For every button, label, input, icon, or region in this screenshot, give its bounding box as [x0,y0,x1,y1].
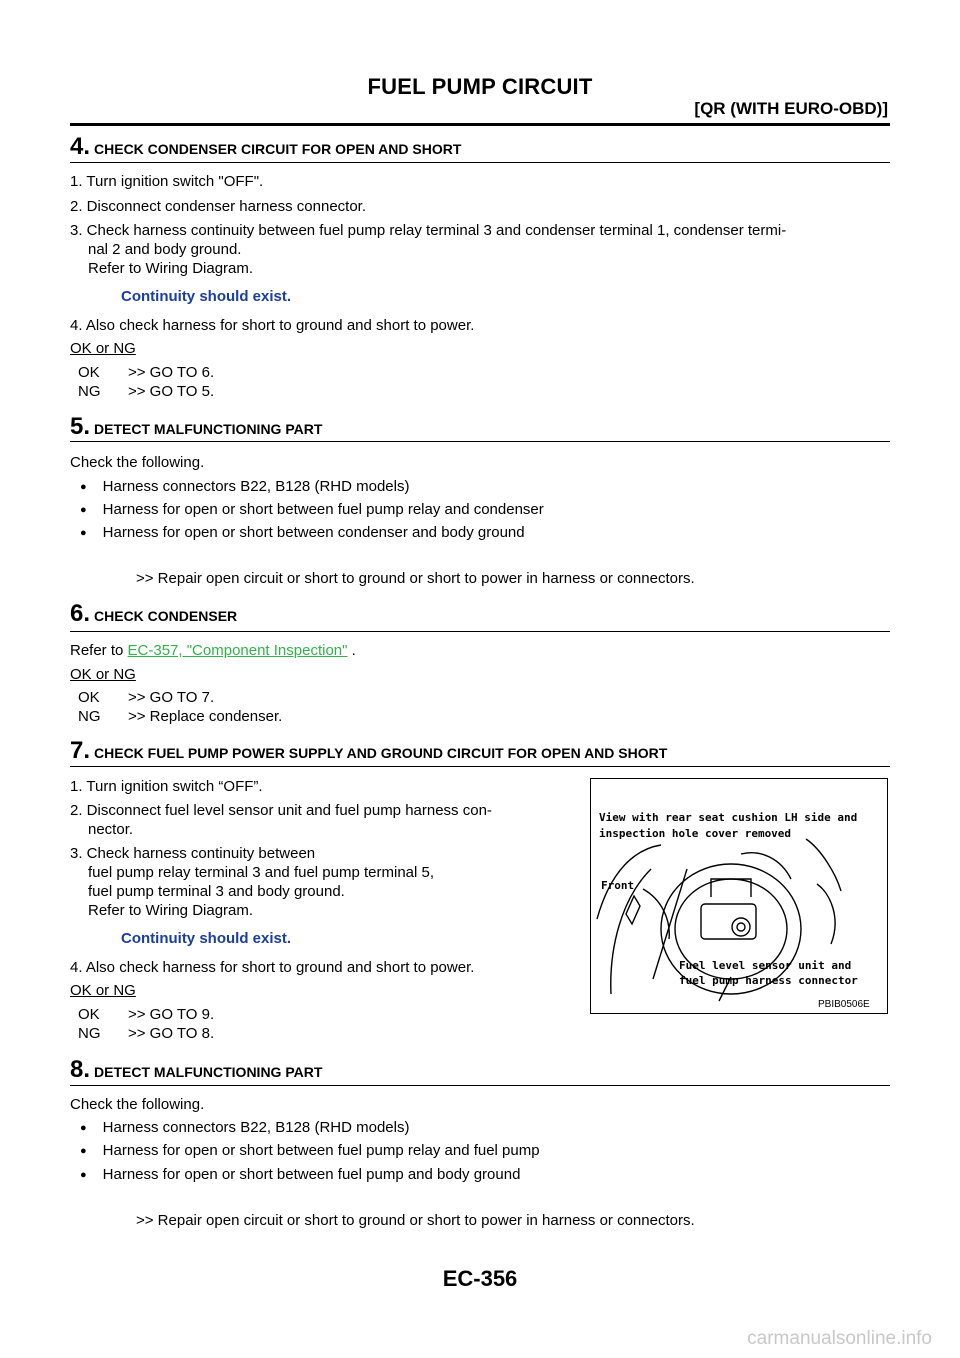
step-4-heading: 4. CHECK CONDENSER CIRCUIT FOR OPEN AND SHORT [70,133,462,160]
figure-caption-line-2: inspection hole cover removed [599,827,792,840]
step-4-ok-key: OK [78,364,100,381]
step-5-heading: 5. DETECT MALFUNCTIONING PART [70,413,323,440]
header-rule [70,123,890,126]
watermark: carmanualsonline.info [747,1328,932,1349]
step-4-line-5: Refer to Wiring Diagram. [88,260,254,277]
step-5-bullet-2: ● Harness for open or short between fuel pump relay and condenser [80,501,544,518]
step-8-intro: Check the following. [70,1096,205,1113]
step-7-okng: OK or NG [70,982,136,999]
step-4-line-1: 1. Turn ignition switch "OFF". [70,173,264,190]
step-7-ng-key: NG [78,1025,101,1042]
figure-label-sensor-2: fuel pump harness connector [679,974,858,987]
fuel-pump-illustration [590,778,888,1014]
step-7-ok-key: OK [78,1006,100,1023]
step-6-refer: Refer to EC-357, "Component Inspection" . [70,642,356,659]
step-6-rule [70,631,890,632]
step-7-ok-text: >> GO TO 9. [128,1006,215,1023]
step-4-ng-text: >> GO TO 5. [128,383,215,400]
step-7-line-7: Refer to Wiring Diagram. [88,902,254,919]
step-7-line-2: 2. Disconnect fuel level sensor unit and fuel pump harness con- [70,802,492,819]
step-5-action: >> Repair open circuit or short to ground or short to power in harness or connectors. [136,570,695,587]
step-8-bullet-2: ● Harness for open or short between fuel pump relay and fuel pump [80,1142,540,1159]
page-number: EC-356 [442,1266,518,1291]
step-4-line-4: nal 2 and body ground. [88,241,242,258]
step-6-okng: OK or NG [70,666,136,683]
step-4-rule [70,162,890,163]
step-8-action: >> Repair open circuit or short to ground or short to power in harness or connectors. [136,1212,695,1229]
page-subtitle: [QR (WITH EURO-OBD)] [694,99,888,118]
step-5-bullet-1: ● Harness connectors B22, B128 (RHD models) [80,478,410,495]
step-8-bullet-3: ● Harness for open or short between fuel pump and body ground [80,1166,521,1183]
step-4-note: Continuity should exist. [121,288,292,305]
step-6-ok-key: OK [78,689,100,706]
step-4-line-3: 3. Check harness continuity between fuel pump relay terminal 3 and condenser terminal 1, condenser termi- [70,222,787,239]
step-4-ng-key: NG [78,383,101,400]
step-7-line-5: fuel pump relay terminal 3 and fuel pump terminal 5, [88,864,435,881]
page-title: FUEL PUMP CIRCUIT [367,74,593,99]
step-8-heading: 8. DETECT MALFUNCTIONING PART [70,1056,323,1083]
step-7-line-4: 3. Check harness continuity between [70,845,316,862]
step-6-ng-key: NG [78,708,101,725]
step-7-ng-text: >> GO TO 8. [128,1025,215,1042]
component-inspection-link[interactable]: EC-357, "Component Inspection" [127,642,348,659]
step-4-okng: OK or NG [70,340,136,357]
step-7-line-1: 1. Turn ignition switch “OFF”. [70,778,263,795]
step-8-bullet-1: ● Harness connectors B22, B128 (RHD models) [80,1119,410,1136]
step-7-rule [70,766,890,767]
step-6-ok-text: >> GO TO 7. [128,689,215,706]
step-5-intro: Check the following. [70,454,205,471]
step-8-rule [70,1085,890,1086]
figure-code: PBIB0506E [818,999,870,1010]
figure-caption-line-1: View with rear seat cushion LH side and [599,811,858,824]
step-5-rule [70,441,890,442]
figure-label-sensor-1: Fuel level sensor unit and [679,959,852,972]
step-7-heading: 7. CHECK FUEL PUMP POWER SUPPLY AND GROUND CIRCUIT FOR OPEN AND SHORT [70,737,668,764]
step-7-note: Continuity should exist. [121,930,292,947]
step-4-ok-text: >> GO TO 6. [128,364,215,381]
step-7-line-6: fuel pump terminal 3 and body ground. [88,883,345,900]
step-6-heading: 6. CHECK CONDENSER [70,600,238,627]
step-5-bullet-3: ● Harness for open or short between condenser and body ground [80,524,525,541]
step-7-line-3: nector. [88,821,134,838]
figure-label-front: Front [601,879,635,892]
step-4-after: 4. Also check harness for short to ground and short to power. [70,317,475,334]
step-7-after: 4. Also check harness for short to ground and short to power. [70,959,475,976]
step-6-ng-text: >> Replace condenser. [128,708,283,725]
step-4-line-2: 2. Disconnect condenser harness connector. [70,198,367,215]
